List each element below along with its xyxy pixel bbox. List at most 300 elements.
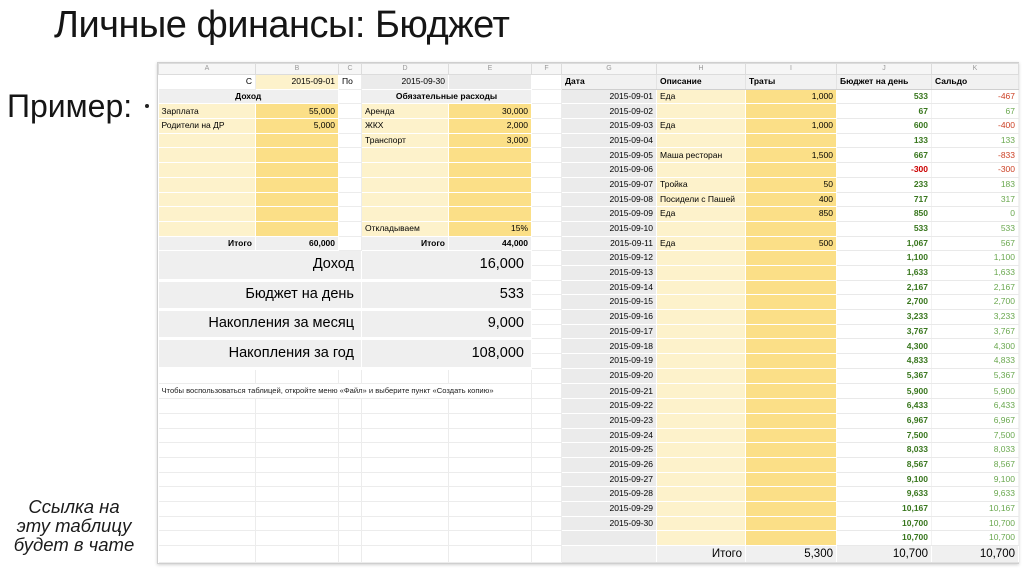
sheet-cell[interactable] xyxy=(256,207,339,222)
journal-date-cell[interactable]: 2015-09-30 xyxy=(562,516,657,531)
sheet-cell[interactable] xyxy=(339,163,362,178)
sheet-cell[interactable] xyxy=(339,443,362,458)
journal-saldo-cell[interactable]: -833 xyxy=(932,148,1019,163)
sheet-cell[interactable] xyxy=(256,457,339,472)
journal-budget-cell[interactable]: 1,633 xyxy=(837,265,932,280)
journal-date-cell[interactable]: 2015-09-18 xyxy=(562,339,657,354)
sheet-cell[interactable] xyxy=(256,413,339,428)
journal-date-cell[interactable]: 2015-09-01 xyxy=(562,89,657,104)
journal-saldo-cell[interactable]: 5,367 xyxy=(932,368,1019,384)
sheet-cell[interactable] xyxy=(362,148,449,163)
journal-desc-cell[interactable] xyxy=(657,265,746,280)
sheet-cell[interactable] xyxy=(532,148,562,163)
journal-budget-cell[interactable]: 2,167 xyxy=(837,280,932,295)
journal-desc-cell[interactable]: Еда xyxy=(657,236,746,251)
journal-desc-cell[interactable] xyxy=(657,457,746,472)
journal-budget-cell[interactable]: 667 xyxy=(837,148,932,163)
sheet-cell[interactable] xyxy=(362,192,449,207)
sheet-cell[interactable] xyxy=(256,487,339,502)
journal-total-budget[interactable]: 10,700 xyxy=(837,546,932,563)
sheet-cell[interactable] xyxy=(339,413,362,428)
journal-budget-cell[interactable]: 9,100 xyxy=(837,472,932,487)
sheet-cell[interactable] xyxy=(532,546,562,563)
sheet-cell[interactable] xyxy=(362,531,449,546)
sheet-cell[interactable] xyxy=(532,501,562,516)
journal-spent-cell[interactable]: 50 xyxy=(746,177,837,192)
sheet-cell[interactable] xyxy=(159,443,256,458)
income-value-cell[interactable]: 5,000 xyxy=(256,119,339,134)
journal-saldo-cell[interactable]: 5,900 xyxy=(932,384,1019,399)
sheet-cell[interactable] xyxy=(532,413,562,428)
journal-saldo-cell[interactable]: 9,100 xyxy=(932,472,1019,487)
journal-spent-cell[interactable] xyxy=(746,310,837,325)
income-label-cell[interactable]: Родители на ДР xyxy=(159,119,256,134)
sheet-cell[interactable] xyxy=(256,546,339,563)
period-from-label[interactable]: С xyxy=(159,75,256,90)
sheet-cell[interactable] xyxy=(532,133,562,148)
journal-desc-cell[interactable] xyxy=(657,428,746,443)
journal-spent-cell[interactable] xyxy=(746,324,837,339)
journal-spent-cell[interactable] xyxy=(746,133,837,148)
journal-budget-cell[interactable]: 8,033 xyxy=(837,443,932,458)
income-total-label[interactable]: Итого xyxy=(159,236,256,251)
sheet-cell[interactable] xyxy=(532,457,562,472)
sheet-cell[interactable] xyxy=(256,399,339,414)
sheet-cell[interactable] xyxy=(256,192,339,207)
journal-spent-cell[interactable]: 500 xyxy=(746,236,837,251)
summary-label[interactable]: Бюджет на день xyxy=(159,280,362,309)
sheet-cell[interactable] xyxy=(449,428,532,443)
sheet-cell[interactable] xyxy=(449,192,532,207)
sheet-cell[interactable] xyxy=(339,89,362,104)
sheet-cell[interactable] xyxy=(159,163,256,178)
journal-date-cell[interactable]: 2015-09-27 xyxy=(562,472,657,487)
sheet-cell[interactable] xyxy=(532,104,562,119)
journal-desc-cell[interactable] xyxy=(657,280,746,295)
sheet-cell[interactable] xyxy=(532,531,562,546)
sheet-cell[interactable] xyxy=(256,148,339,163)
sheet-cell[interactable] xyxy=(339,221,362,236)
journal-column-header-4[interactable]: Сальдо xyxy=(932,75,1019,90)
sheet-cell[interactable] xyxy=(362,487,449,502)
sheet-cell[interactable] xyxy=(532,339,562,354)
expenses-total-label[interactable]: Итого xyxy=(362,236,449,251)
sheet-cell[interactable] xyxy=(339,546,362,563)
income-label-cell[interactable]: Зарплата xyxy=(159,104,256,119)
sheet-cell[interactable] xyxy=(532,236,562,251)
journal-saldo-cell[interactable]: 10,167 xyxy=(932,501,1019,516)
sheet-cell[interactable] xyxy=(449,163,532,178)
journal-desc-cell[interactable] xyxy=(657,251,746,266)
sheet-cell[interactable] xyxy=(159,207,256,222)
sheet-cell[interactable] xyxy=(159,546,256,563)
journal-date-cell[interactable]: 2015-09-28 xyxy=(562,487,657,502)
journal-budget-cell[interactable]: 533 xyxy=(837,89,932,104)
journal-spent-cell[interactable] xyxy=(746,516,837,531)
journal-total-spent[interactable]: 5,300 xyxy=(746,546,837,563)
sheet-cell[interactable] xyxy=(339,428,362,443)
summary-label[interactable]: Накопления за месяц xyxy=(159,310,362,339)
sheet-cell[interactable] xyxy=(339,207,362,222)
sheet-cell[interactable] xyxy=(256,443,339,458)
sheet-cell[interactable] xyxy=(339,119,362,134)
sheet-cell[interactable] xyxy=(159,221,256,236)
journal-desc-cell[interactable] xyxy=(657,163,746,178)
sheet-cell[interactable] xyxy=(256,221,339,236)
journal-spent-cell[interactable]: 1,000 xyxy=(746,119,837,134)
journal-spent-cell[interactable]: 400 xyxy=(746,192,837,207)
sheet-cell[interactable] xyxy=(256,501,339,516)
column-header-g[interactable]: G xyxy=(562,64,657,75)
sheet-cell[interactable] xyxy=(562,546,657,563)
sheet-cell[interactable] xyxy=(362,472,449,487)
journal-date-cell[interactable]: 2015-09-17 xyxy=(562,324,657,339)
sheet-cell[interactable] xyxy=(256,133,339,148)
sheet-cell[interactable] xyxy=(532,472,562,487)
journal-budget-cell[interactable]: 6,967 xyxy=(837,413,932,428)
journal-budget-cell[interactable]: 10,167 xyxy=(837,501,932,516)
column-header-j[interactable]: J xyxy=(837,64,932,75)
sheet-cell[interactable] xyxy=(159,428,256,443)
sheet-cell[interactable] xyxy=(532,295,562,310)
period-to-value[interactable]: 2015-09-30 xyxy=(362,75,449,90)
expense-label-cell[interactable]: ЖКХ xyxy=(362,119,449,134)
summary-value[interactable]: 533 xyxy=(362,280,532,309)
journal-spent-cell[interactable] xyxy=(746,265,837,280)
expense-value-cell[interactable]: 30,000 xyxy=(449,104,532,119)
sheet-cell[interactable] xyxy=(339,177,362,192)
sheet-cell[interactable] xyxy=(449,516,532,531)
sheet-cell[interactable] xyxy=(532,163,562,178)
journal-desc-cell[interactable] xyxy=(657,310,746,325)
journal-budget-cell[interactable]: 67 xyxy=(837,104,932,119)
journal-saldo-cell[interactable]: 567 xyxy=(932,236,1019,251)
journal-budget-cell[interactable]: 6,433 xyxy=(837,399,932,414)
journal-spent-cell[interactable] xyxy=(746,295,837,310)
sheet-cell[interactable] xyxy=(532,265,562,280)
period-from-value[interactable]: 2015-09-01 xyxy=(256,75,339,90)
sheet-cell[interactable] xyxy=(339,501,362,516)
journal-saldo-cell[interactable]: 67 xyxy=(932,104,1019,119)
journal-date-cell[interactable]: 2015-09-12 xyxy=(562,251,657,266)
journal-budget-cell[interactable]: 3,767 xyxy=(837,324,932,339)
journal-desc-cell[interactable]: Маша ресторан xyxy=(657,148,746,163)
journal-saldo-cell[interactable]: 533 xyxy=(932,221,1019,236)
journal-saldo-cell[interactable]: 2,700 xyxy=(932,295,1019,310)
journal-desc-cell[interactable] xyxy=(657,384,746,399)
journal-spent-cell[interactable]: 1,000 xyxy=(746,89,837,104)
journal-saldo-cell[interactable]: 10,700 xyxy=(932,516,1019,531)
journal-spent-cell[interactable] xyxy=(746,501,837,516)
summary-label[interactable]: Накопления за год xyxy=(159,339,362,368)
journal-saldo-cell[interactable]: 2,167 xyxy=(932,280,1019,295)
sheet-cell[interactable] xyxy=(449,207,532,222)
journal-spent-cell[interactable] xyxy=(746,280,837,295)
journal-desc-cell[interactable] xyxy=(657,368,746,384)
journal-date-cell[interactable]: 2015-09-10 xyxy=(562,221,657,236)
sheet-cell[interactable] xyxy=(449,75,532,90)
journal-date-cell[interactable]: 2015-09-25 xyxy=(562,443,657,458)
income-total-value[interactable]: 60,000 xyxy=(256,236,339,251)
journal-desc-cell[interactable] xyxy=(657,324,746,339)
journal-spent-cell[interactable] xyxy=(746,531,837,546)
journal-spent-cell[interactable] xyxy=(746,457,837,472)
sheet-cell[interactable] xyxy=(362,457,449,472)
sheet-cell[interactable] xyxy=(339,148,362,163)
journal-column-header-2[interactable]: Траты xyxy=(746,75,837,90)
journal-budget-cell[interactable]: 717 xyxy=(837,192,932,207)
expense-label-cell[interactable]: Аренда xyxy=(362,104,449,119)
sheet-cell[interactable] xyxy=(532,354,562,369)
journal-spent-cell[interactable] xyxy=(746,251,837,266)
column-header-k[interactable]: K xyxy=(932,64,1019,75)
journal-total-saldo[interactable]: 10,700 xyxy=(932,546,1019,563)
journal-budget-cell[interactable]: 1,067 xyxy=(837,236,932,251)
journal-date-cell[interactable]: 2015-09-19 xyxy=(562,354,657,369)
sheet-cell[interactable] xyxy=(256,368,339,384)
journal-spent-cell[interactable] xyxy=(746,399,837,414)
save-label-cell[interactable]: Откладываем xyxy=(362,221,449,236)
journal-spent-cell[interactable] xyxy=(746,413,837,428)
journal-budget-cell[interactable]: 10,700 xyxy=(837,516,932,531)
journal-budget-cell[interactable]: 5,367 xyxy=(837,368,932,384)
journal-date-cell[interactable]: 2015-09-08 xyxy=(562,192,657,207)
journal-date-cell[interactable]: 2015-09-13 xyxy=(562,265,657,280)
sheet-cell[interactable] xyxy=(449,399,532,414)
sheet-cell[interactable] xyxy=(159,399,256,414)
column-header-d[interactable]: D xyxy=(362,64,449,75)
journal-column-header-0[interactable]: Дата xyxy=(562,75,657,90)
journal-date-cell[interactable]: 2015-09-20 xyxy=(562,368,657,384)
journal-spent-cell[interactable]: 1,500 xyxy=(746,148,837,163)
sheet-cell[interactable] xyxy=(362,207,449,222)
journal-budget-cell[interactable]: 7,500 xyxy=(837,428,932,443)
journal-date-cell[interactable]: 2015-09-16 xyxy=(562,310,657,325)
journal-spent-cell[interactable]: 850 xyxy=(746,207,837,222)
journal-desc-cell[interactable]: Тройка xyxy=(657,177,746,192)
journal-date-cell[interactable]: 2015-09-15 xyxy=(562,295,657,310)
column-header-e[interactable]: E xyxy=(449,64,532,75)
sheet-cell[interactable] xyxy=(362,413,449,428)
column-header-b[interactable]: B xyxy=(256,64,339,75)
journal-desc-cell[interactable] xyxy=(657,339,746,354)
usage-note[interactable]: Чтобы воспользоваться таблицей, откройте меню «Файл» и выберите пункт «Создать копию» xyxy=(159,384,532,399)
journal-saldo-cell[interactable]: 8,567 xyxy=(932,457,1019,472)
sheet-cell[interactable] xyxy=(532,324,562,339)
summary-label[interactable]: Доход xyxy=(159,251,362,280)
journal-budget-cell[interactable]: 233 xyxy=(837,177,932,192)
journal-desc-cell[interactable] xyxy=(657,354,746,369)
journal-date-cell[interactable]: 2015-09-02 xyxy=(562,104,657,119)
sheet-cell[interactable] xyxy=(532,251,562,266)
journal-spent-cell[interactable] xyxy=(746,354,837,369)
journal-desc-cell[interactable] xyxy=(657,501,746,516)
journal-desc-cell[interactable] xyxy=(657,399,746,414)
column-header-f[interactable]: F xyxy=(532,64,562,75)
journal-spent-cell[interactable] xyxy=(746,472,837,487)
sheet-cell[interactable] xyxy=(339,399,362,414)
sheet-cell[interactable] xyxy=(159,531,256,546)
sheet-cell[interactable] xyxy=(532,384,562,399)
sheet-cell[interactable] xyxy=(449,546,532,563)
sheet-cell[interactable] xyxy=(159,487,256,502)
sheet-cell[interactable] xyxy=(532,487,562,502)
sheet-cell[interactable] xyxy=(449,531,532,546)
sheet-cell[interactable] xyxy=(159,368,256,384)
journal-date-cell[interactable] xyxy=(562,531,657,546)
journal-date-cell[interactable]: 2015-09-07 xyxy=(562,177,657,192)
sheet-cell[interactable] xyxy=(449,413,532,428)
sheet-cell[interactable] xyxy=(159,148,256,163)
sheet-cell[interactable] xyxy=(532,89,562,104)
journal-spent-cell[interactable] xyxy=(746,339,837,354)
journal-saldo-cell[interactable]: 3,233 xyxy=(932,310,1019,325)
journal-budget-cell[interactable]: -300 xyxy=(837,163,932,178)
sheet-cell[interactable] xyxy=(339,531,362,546)
journal-saldo-cell[interactable]: 6,433 xyxy=(932,399,1019,414)
sheet-cell[interactable] xyxy=(256,472,339,487)
journal-desc-cell[interactable]: Еда xyxy=(657,207,746,222)
journal-date-cell[interactable]: 2015-09-05 xyxy=(562,148,657,163)
journal-saldo-cell[interactable]: 183 xyxy=(932,177,1019,192)
journal-desc-cell[interactable] xyxy=(657,133,746,148)
journal-budget-cell[interactable]: 8,567 xyxy=(837,457,932,472)
sheet-cell[interactable] xyxy=(159,133,256,148)
sheet-cell[interactable] xyxy=(362,546,449,563)
journal-desc-cell[interactable] xyxy=(657,443,746,458)
journal-date-cell[interactable]: 2015-09-22 xyxy=(562,399,657,414)
sheet-cell[interactable] xyxy=(362,516,449,531)
journal-saldo-cell[interactable]: 1,100 xyxy=(932,251,1019,266)
sheet-cell[interactable] xyxy=(159,516,256,531)
income-header[interactable]: Доход xyxy=(159,89,339,104)
period-to-label[interactable]: По xyxy=(339,75,362,90)
expense-value-cell[interactable]: 3,000 xyxy=(449,133,532,148)
sheet-cell[interactable] xyxy=(339,472,362,487)
journal-budget-cell[interactable]: 1,100 xyxy=(837,251,932,266)
journal-saldo-cell[interactable]: 4,300 xyxy=(932,339,1019,354)
journal-spent-cell[interactable] xyxy=(746,368,837,384)
sheet-cell[interactable] xyxy=(339,104,362,119)
sheet-cell[interactable] xyxy=(449,443,532,458)
journal-desc-cell[interactable] xyxy=(657,221,746,236)
column-header-i[interactable]: I xyxy=(746,64,837,75)
journal-date-cell[interactable]: 2015-09-03 xyxy=(562,119,657,134)
sheet-cell[interactable] xyxy=(362,399,449,414)
expenses-total-value[interactable]: 44,000 xyxy=(449,236,532,251)
journal-saldo-cell[interactable]: 4,833 xyxy=(932,354,1019,369)
journal-date-cell[interactable]: 2015-09-06 xyxy=(562,163,657,178)
journal-spent-cell[interactable] xyxy=(746,104,837,119)
sheet-cell[interactable] xyxy=(256,428,339,443)
save-value-cell[interactable]: 15% xyxy=(449,221,532,236)
journal-date-cell[interactable]: 2015-09-09 xyxy=(562,207,657,222)
journal-desc-cell[interactable] xyxy=(657,104,746,119)
journal-saldo-cell[interactable]: 133 xyxy=(932,133,1019,148)
journal-date-cell[interactable]: 2015-09-14 xyxy=(562,280,657,295)
journal-budget-cell[interactable]: 3,233 xyxy=(837,310,932,325)
journal-budget-cell[interactable]: 850 xyxy=(837,207,932,222)
sheet-cell[interactable] xyxy=(339,192,362,207)
sheet-cell[interactable] xyxy=(532,207,562,222)
journal-desc-cell[interactable] xyxy=(657,472,746,487)
journal-spent-cell[interactable] xyxy=(746,384,837,399)
sheet-cell[interactable] xyxy=(159,472,256,487)
sheet-cell[interactable] xyxy=(449,148,532,163)
journal-desc-cell[interactable] xyxy=(657,531,746,546)
column-header-c[interactable]: C xyxy=(339,64,362,75)
sheet-cell[interactable] xyxy=(159,177,256,192)
sheet-cell[interactable] xyxy=(532,280,562,295)
journal-date-cell[interactable]: 2015-09-23 xyxy=(562,413,657,428)
income-value-cell[interactable]: 55,000 xyxy=(256,104,339,119)
sheet-cell[interactable] xyxy=(362,443,449,458)
summary-value[interactable]: 16,000 xyxy=(362,251,532,280)
sheet-cell[interactable] xyxy=(449,501,532,516)
journal-saldo-cell[interactable]: 9,633 xyxy=(932,487,1019,502)
journal-saldo-cell[interactable]: 7,500 xyxy=(932,428,1019,443)
journal-column-header-1[interactable]: Описание xyxy=(657,75,746,90)
journal-date-cell[interactable]: 2015-09-04 xyxy=(562,133,657,148)
sheet-cell[interactable] xyxy=(449,457,532,472)
sheet-cell[interactable] xyxy=(532,516,562,531)
sheet-cell[interactable] xyxy=(339,516,362,531)
column-header-h[interactable]: H xyxy=(657,64,746,75)
journal-date-cell[interactable]: 2015-09-11 xyxy=(562,236,657,251)
journal-date-cell[interactable]: 2015-09-29 xyxy=(562,501,657,516)
sheet-cell[interactable] xyxy=(532,177,562,192)
sheet-cell[interactable] xyxy=(449,177,532,192)
journal-budget-cell[interactable]: 2,700 xyxy=(837,295,932,310)
journal-saldo-cell[interactable]: 10,700 xyxy=(932,531,1019,546)
sheet-cell[interactable] xyxy=(449,472,532,487)
sheet-cell[interactable] xyxy=(339,368,362,384)
journal-date-cell[interactable]: 2015-09-26 xyxy=(562,457,657,472)
journal-saldo-cell[interactable]: 3,767 xyxy=(932,324,1019,339)
sheet-cell[interactable] xyxy=(339,457,362,472)
sheet-cell[interactable] xyxy=(256,163,339,178)
journal-spent-cell[interactable] xyxy=(746,487,837,502)
sheet-cell[interactable] xyxy=(362,177,449,192)
sheet-cell[interactable] xyxy=(339,133,362,148)
sheet-cell[interactable] xyxy=(532,443,562,458)
sheet-cell[interactable] xyxy=(159,192,256,207)
sheet-cell[interactable] xyxy=(159,501,256,516)
sheet-cell[interactable] xyxy=(362,368,449,384)
journal-desc-cell[interactable]: Еда xyxy=(657,119,746,134)
journal-desc-cell[interactable]: Посидели с Пашей xyxy=(657,192,746,207)
sheet-cell[interactable] xyxy=(256,516,339,531)
journal-budget-cell[interactable]: 600 xyxy=(837,119,932,134)
journal-spent-cell[interactable] xyxy=(746,443,837,458)
journal-saldo-cell[interactable]: -300 xyxy=(932,163,1019,178)
sheet-cell[interactable] xyxy=(159,457,256,472)
journal-saldo-cell[interactable]: -400 xyxy=(932,119,1019,134)
sheet-cell[interactable] xyxy=(532,310,562,325)
journal-budget-cell[interactable]: 4,833 xyxy=(837,354,932,369)
journal-saldo-cell[interactable]: 0 xyxy=(932,207,1019,222)
sheet-cell[interactable] xyxy=(362,501,449,516)
journal-saldo-cell[interactable]: -467 xyxy=(932,89,1019,104)
sheet-cell[interactable] xyxy=(362,163,449,178)
column-header-a[interactable]: A xyxy=(159,64,256,75)
sheet-cell[interactable] xyxy=(256,177,339,192)
summary-value[interactable]: 9,000 xyxy=(362,310,532,339)
journal-budget-cell[interactable]: 533 xyxy=(837,221,932,236)
sheet-cell[interactable] xyxy=(159,413,256,428)
sheet-cell[interactable] xyxy=(362,428,449,443)
journal-desc-cell[interactable] xyxy=(657,295,746,310)
